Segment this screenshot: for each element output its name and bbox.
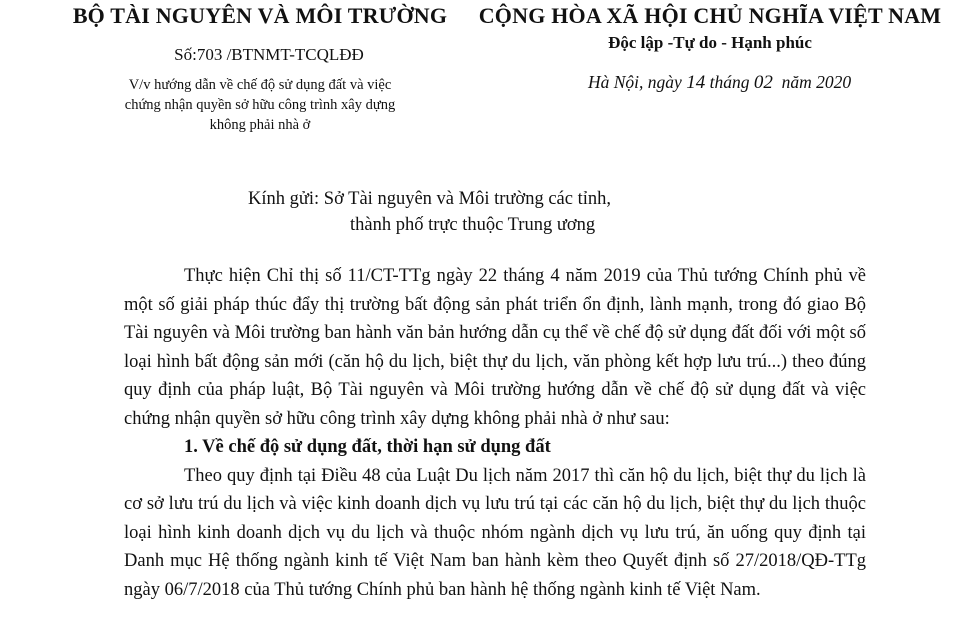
issuer-block xyxy=(40,0,480,135)
subject-line: không phải nhà ở xyxy=(209,117,311,133)
document-body xyxy=(124,262,866,604)
national-header xyxy=(460,0,960,53)
section-heading: 1. Về chế độ sử dụng đất, thời hạn sử dụng đất xyxy=(184,437,551,457)
ministry-name: BỘ TÀI NGUYÊN VÀ MÔI TRƯỜNG xyxy=(72,3,448,28)
nation-name: CỘNG HÒA XÃ HỘI CHỦ NGHĨA VIỆT NAM xyxy=(478,3,942,28)
date-year: năm 2020 xyxy=(781,72,852,92)
document-number: Số:703 /BTNMT-TCQLĐĐ xyxy=(174,45,364,64)
recipient-block xyxy=(248,186,611,238)
body-paragraph: Theo quy định tại Điều 48 của Luật Du lịch năm 2017 thì căn hộ du lịch, biệt thự du lịch là cơ sở lưu trú du lịch và việc kinh doanh dịch vụ lưu trú tại các căn hộ du lịch, biệt thự du lịch thuộc loại hình kinh doanh dịch vụ du lịch và thuộc nhóm ngành dịch vụ lưu trú, ăn uống quy định tại Danh mục Hệ thống ngành kinh tế Việt Nam ban hành kèm theo Quyết định số 27/2018/QĐ-TTg ngày 06/7/2018 của Thủ tướng Chính phủ ban hành hệ thống ngành kinh tế Việt Nam. xyxy=(124,465,866,600)
recipient-line: thành phố trực thuộc Trung ương xyxy=(350,215,596,235)
document-date xyxy=(588,72,851,94)
date-place: Hà Nội, ngày xyxy=(588,72,682,92)
date-month-word: tháng xyxy=(709,72,750,92)
national-motto: Độc lập -Tự do - Hạnh phúc xyxy=(608,33,812,52)
subject-line: V/v hướng dẫn về chế độ sử dụng đất và việc xyxy=(128,77,392,93)
body-paragraph: Thực hiện Chỉ thị số 11/CT-TTg ngày 22 tháng 4 năm 2019 của Thủ tướng Chính phủ về một số giải pháp thúc đẩy thị trường bất động sản phát triển ổn định, lành mạnh, trong đó giao Bộ Tài nguyên và Môi trường ban hành văn bản hướng dẫn cụ thể về chế độ sử dụng đất đối với một số loại hình bất động sản mới (căn hộ du lịch, biệt thự du lịch, văn phòng kết hợp lưu trú...) theo đúng quy định của pháp luật, Bộ Tài nguyên và Môi trường hướng dẫn về chế độ sử dụng đất và việc chứng nhận quyền sở hữu công trình xây dựng không phải nhà ở như sau: xyxy=(124,266,866,429)
date-month: 02 xyxy=(753,72,773,93)
document-subject xyxy=(40,75,480,135)
subject-line: chứng nhận quyền sở hữu công trình xây dựng xyxy=(124,97,396,113)
date-day: 14 xyxy=(686,72,706,93)
recipient-line: Kính gửi: Sở Tài nguyên và Môi trường các tỉnh, xyxy=(248,189,611,209)
